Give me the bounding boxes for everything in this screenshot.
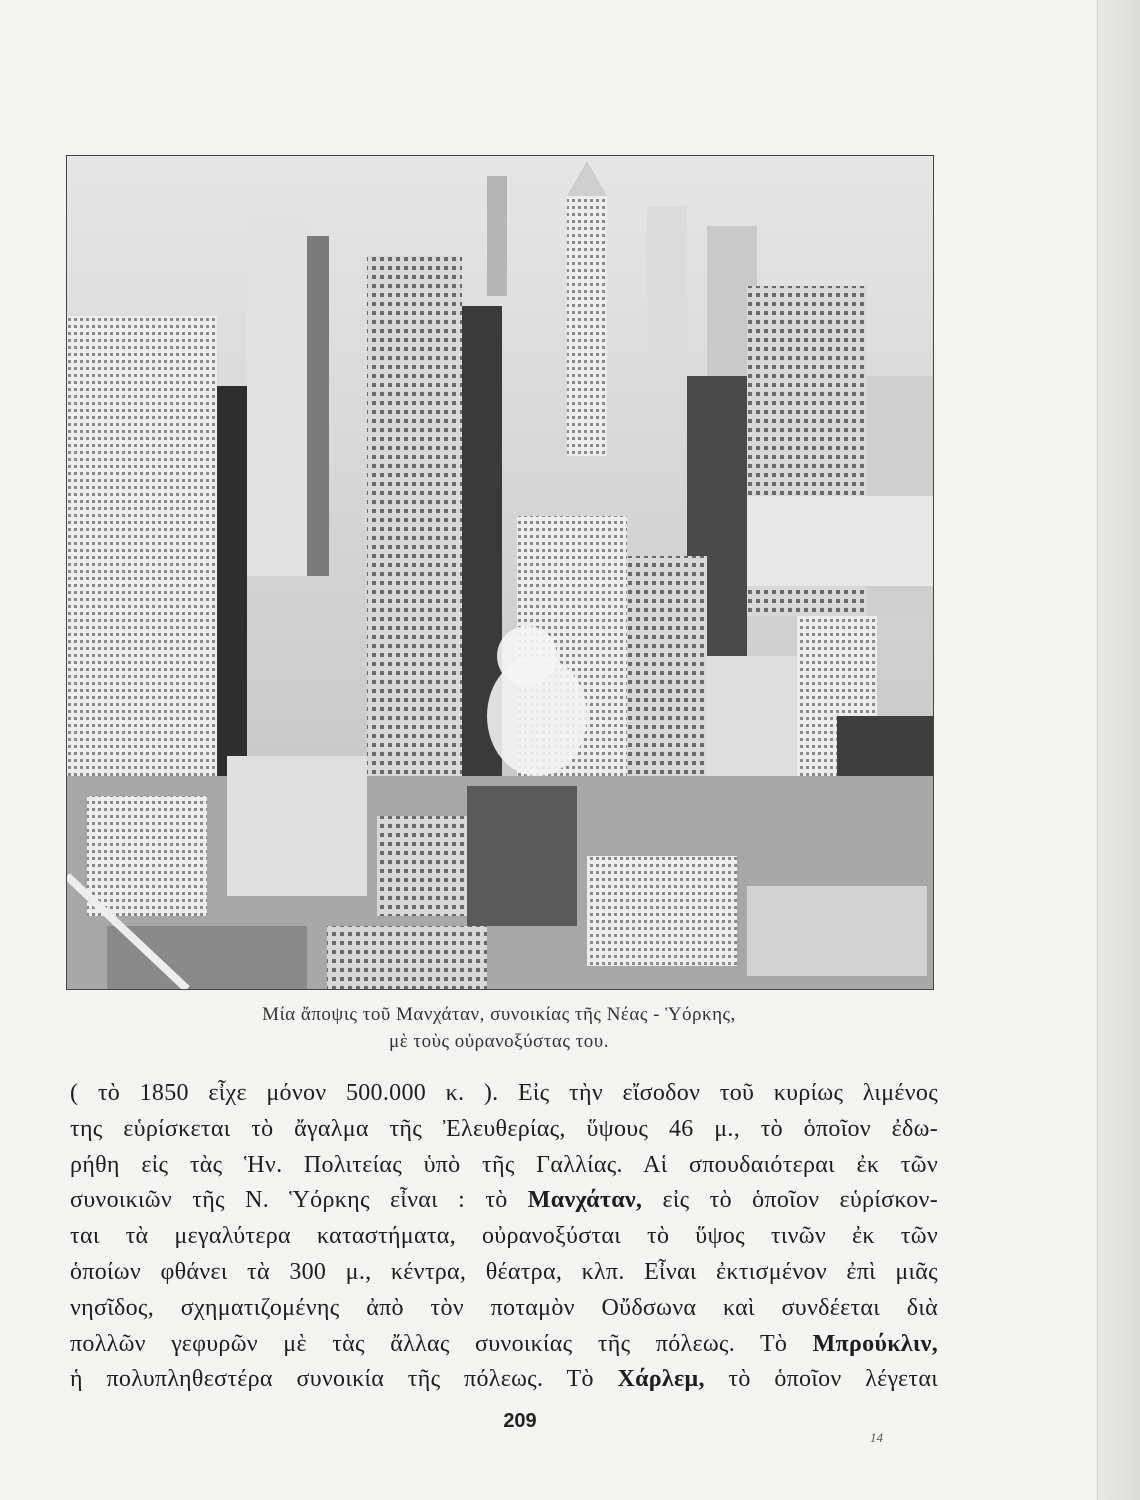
text-run: εἰς τὸ ὁποῖον εὑρίσκον- — [642, 1187, 938, 1214]
text-run: νησῖδος, σχηματιζομένης ἀπὸ τὸν ποταμὸν Οὔδσωνα καὶ συνδέεται διὰ — [70, 1294, 938, 1321]
text-run: ται τὰ μεγαλύτερα καταστήματα, οὐρανοξύσται τὸ ὕψος τινῶν ἐκ τῶν — [70, 1223, 938, 1250]
manhattan-photo — [66, 155, 934, 990]
page-edge — [1097, 0, 1140, 1500]
bold-term-brooklyn: Μπρούκλιν, — [812, 1330, 938, 1357]
body-line — [70, 1327, 938, 1363]
body-text — [70, 1076, 938, 1398]
body-line — [70, 1112, 938, 1148]
body-line — [70, 1076, 938, 1112]
text-run: ρήθη εἰς τὰς Ἡν. Πολιτείας ὑπὸ τῆς Γαλλίας. Αἱ σπουδαιότεραι ἐκ τῶν — [70, 1151, 938, 1178]
body-line — [70, 1362, 938, 1398]
text-run: ἡ πολυπληθεστέρα συνοικία τῆς πόλεως. Τὸ — [70, 1366, 618, 1393]
skyline-illustration — [67, 156, 933, 989]
text-run: ( τὸ 1850 εἶχε μόνον 500.000 κ. ). Εἰς τὴν εἴσοδον τοῦ κυρίως λιμένος — [70, 1080, 938, 1106]
body-line — [70, 1219, 938, 1255]
body-line — [70, 1255, 938, 1291]
photo-caption-line-2: μὲ τοὺς οὐρανοξύστας του. — [389, 1031, 609, 1052]
page-number: 209 — [503, 1410, 537, 1432]
body-line — [70, 1183, 938, 1219]
body-line — [70, 1148, 938, 1184]
bold-term-harlem: Χάρλεμ, — [617, 1366, 705, 1393]
body-line — [70, 1291, 938, 1327]
text-run: τὸ ὁποῖον λέγεται — [704, 1366, 938, 1393]
text-run: πολλῶν γεφυρῶν μὲ τὰς ἄλλας συνοικίας τῆς πόλεως. Τὸ — [70, 1330, 813, 1357]
text-run: συνοικιῶν τῆς Ν. Ὑόρκης εἶναι : τὸ — [70, 1187, 528, 1214]
text-run: της εὑρίσκεται τὸ ἄγαλμα τῆς Ἐλευθερίας, ὕψους 46 μ., τὸ ὁποῖον ἐδω- — [70, 1115, 938, 1142]
signature-mark: 14 — [870, 1430, 883, 1445]
bold-term-manhattan: Μανχάταν, — [527, 1187, 643, 1214]
text-run: ὁποίων φθάνει τὰ 300 μ., κέντρα, θέατρα, κλπ. Εἶναι ἐκτισμένον ἐπὶ μιᾶς — [70, 1258, 938, 1285]
photo-caption-line-1: Μία ἄποψις τοῦ Μανχάταν, συνοικίας τῆς Νέας - Ὑόρκης, — [262, 1004, 736, 1025]
